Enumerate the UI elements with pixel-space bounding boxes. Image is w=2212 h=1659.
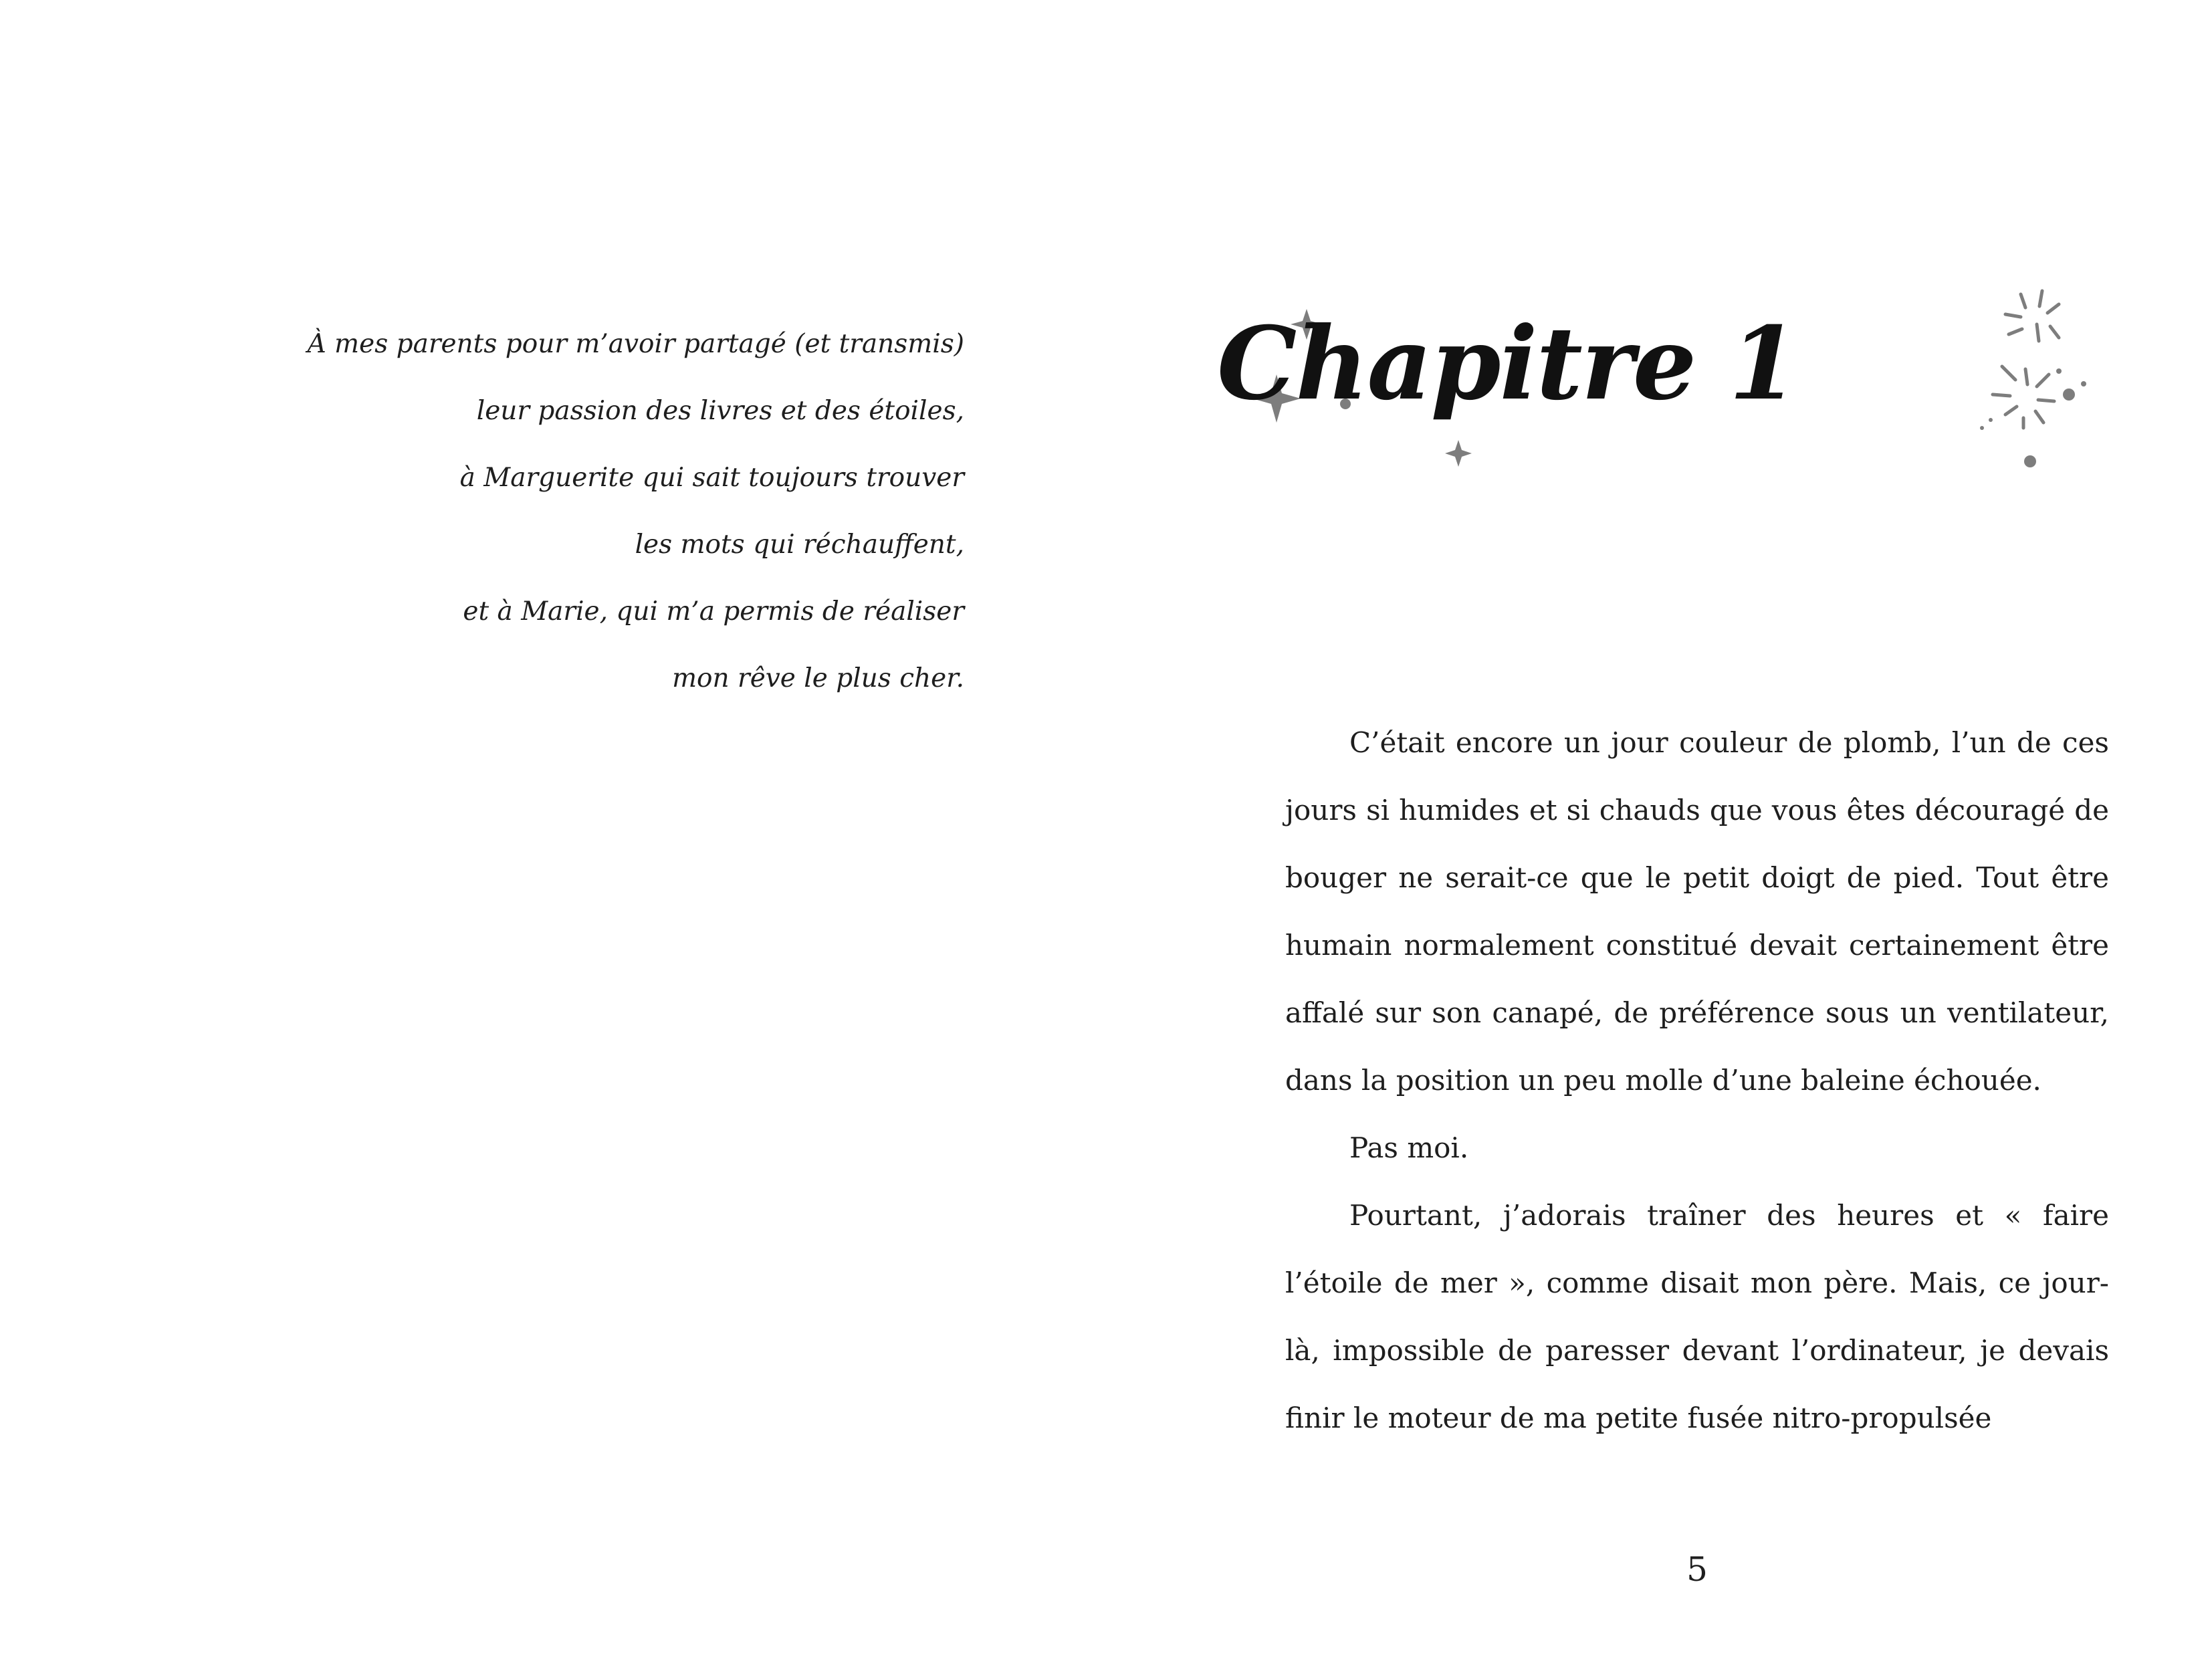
dedication-line: mon rêve le plus cher. (672, 663, 964, 693)
chapter-body (1285, 709, 2109, 1452)
dot-icon (1980, 426, 1984, 430)
dedication-line: À mes parents pour m’avoir partagé (et transmis) (307, 329, 964, 359)
dot-icon (2081, 381, 2086, 386)
dot-icon (2024, 455, 2036, 467)
chapter-decoration (1106, 0, 2212, 535)
right-page (1106, 0, 2212, 1659)
dedication-line: leur passion des livres et des étoiles, (476, 396, 964, 426)
dot-icon (1989, 418, 1993, 422)
page-number: 5 (1686, 1550, 1708, 1589)
sparkle-burst-icon (2005, 291, 2059, 341)
sparkle-burst-icon (1993, 366, 2054, 428)
dot-icon (2063, 389, 2075, 401)
paragraph: Pas moi. (1349, 1131, 1469, 1164)
chapter-title: Chapitre 1 (1217, 305, 1797, 423)
dedication-line: et à Marie, qui m’a permis de réaliser (463, 596, 964, 627)
paragraph: C’était encore un jour couleur de plomb, l’un de ces jours si humides et si chauds que vous êtes découragé de bouger ne serait-ce que le petit doigt de pied. Tout être humain normalement constitué devait certainement être affalé sur son canapé, de préférence sous un ventilateur, dans la position un peu molle d’une baleine échouée. (1285, 726, 2109, 1097)
dot-icon (2056, 368, 2062, 374)
paragraph: Pourtant, j’adorais traîner des heures et « faire l’étoile de mer », comme disait mon père. Mais, ce jour-là, impossible de paresser devant l’ordinateur, je devais finir le moteur de ma petite fusée nitro-propulsée (1285, 1199, 2109, 1434)
dedication-line: les mots qui réchauffent, (635, 530, 964, 560)
dedication (229, 311, 964, 712)
star-icon (1445, 440, 1472, 467)
dedication-line: à Marguerite qui sait toujours trouver (459, 463, 964, 493)
